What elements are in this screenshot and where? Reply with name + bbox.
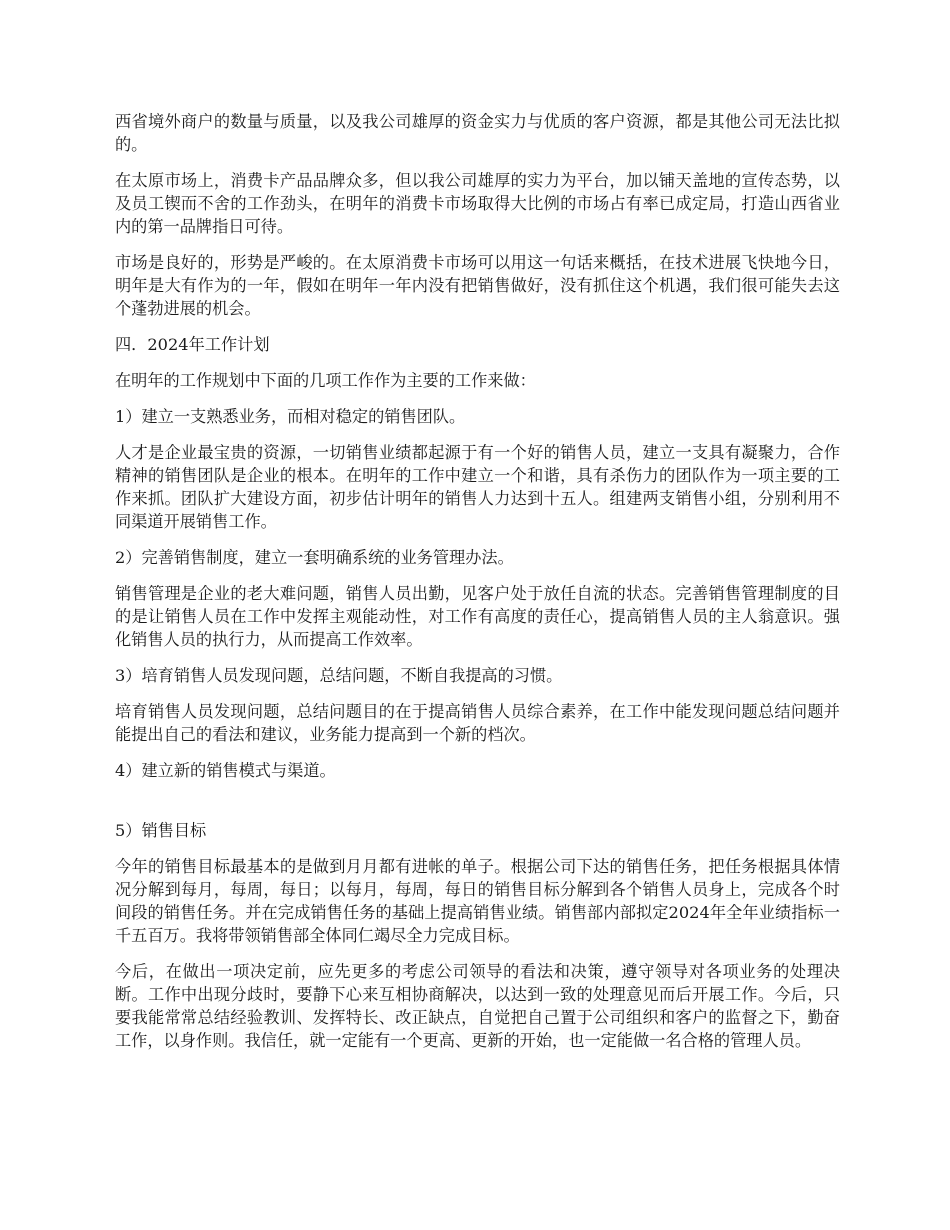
paragraph-market-advantage: 西省境外商户的数量与质量，以及我公司雄厚的资金实力与优质的客户资源，都是其他公司无法比拟的。 [115,112,840,154]
list-item-2-heading: 2）完善销售制度，建立一套明确系统的业务管理办法。 [115,548,514,567]
list-item-3-heading: 3）培育销售人员发现问题，总结问题，不断自我提高的习惯。 [115,666,563,685]
paragraph-taiyuan-market: 在太原市场上，消费卡产品品牌众多，但以我公司雄厚的实力为平台，加以铺天盖地的宣传态势，以及员工锲而不舍的工作劲头，在明年的消费卡市场取得大比例的市场占有率已成定局，打造山西省业内的第一品牌指日可待。 [115,171,840,236]
list-item-5-heading: 5）销售目标 [115,821,207,840]
document-page [115,110,840,1065]
paragraph-sales-management: 销售管理是企业的老大难问题，销售人员出勤，见客户处于放任自流的状态。完善销售管理制度的目的是让销售人员在工作中发挥主观能动性，对工作有高度的责任心，提高销售人员的主人翁意识。强化销售人员的执行力，从而提高工作效率。 [115,584,840,649]
paragraph-sales-target: 今年的销售目标最基本的是做到月月都有进帐的单子。根据公司下达的销售任务，把任务根据具体情况分解到每月，每周，每日；以每月，每周，每日的销售目标分解到各个销售人员身上，完成各个时间段的销售任务。并在完成销售任务的基础上提高销售业绩。销售部内部拟定2024年全年业绩指标一千五百万。我将带领销售部全体同仁竭尽全力完成目标。 [115,857,840,945]
list-item-4-heading: 4）建立新的销售模式与渠道。 [115,761,336,780]
list-item-1-heading: 1）建立一支熟悉业务，而相对稳定的销售团队。 [115,407,466,426]
section-heading-work-plan: 四．2024年工作计划 [115,335,270,354]
paragraph-team-building: 人才是企业最宝贵的资源，一切销售业绩都起源于有一个好的销售人员，建立一支具有凝聚力，合作精神的销售团队是企业的根本。在明年的工作中建立一个和谐，具有杀伤力的团队作为一项主要的工作来抓。团队扩大建设方面，初步估计明年的销售人力达到十五人。组建两支销售小组，分别利用不同渠道开展销售工作。 [115,443,840,531]
paragraph-problem-solving: 培育销售人员发现问题，总结问题目的在于提高销售人员综合素养，在工作中能发现问题总结问题并能提出自己的看法和建议，业务能力提高到一个新的档次。 [115,702,840,744]
paragraph-plan-intro: 在明年的工作规划中下面的几项工作作为主要的工作来做： [115,371,536,390]
paragraph-market-situation: 市场是良好的，形势是严峻的。在太原消费卡市场可以用这一句话来概括，在技术进展飞快地今日，明年是大有作为的一年，假如在明年一年内没有把销售做好，没有抓住这个机遇，我们很可能失去这个蓬勃进展的机会。 [115,253,840,318]
paragraph-conclusion: 今后，在做出一项决定前，应先更多的考虑公司领导的看法和决策，遵守领导对各项业务的处理决断。工作中出现分歧时，要静下心来互相协商解决，以达到一致的处理意见而后开展工作。今后，只要我能常常总结经验教训、发挥特长、改正缺点，自觉把自己置于公司组织和客户的监督之下，勤奋工作，以身作则。我信任，就一定能有一个更高、更新的开始，也一定能做一名合格的管理人员。 [115,962,840,1050]
